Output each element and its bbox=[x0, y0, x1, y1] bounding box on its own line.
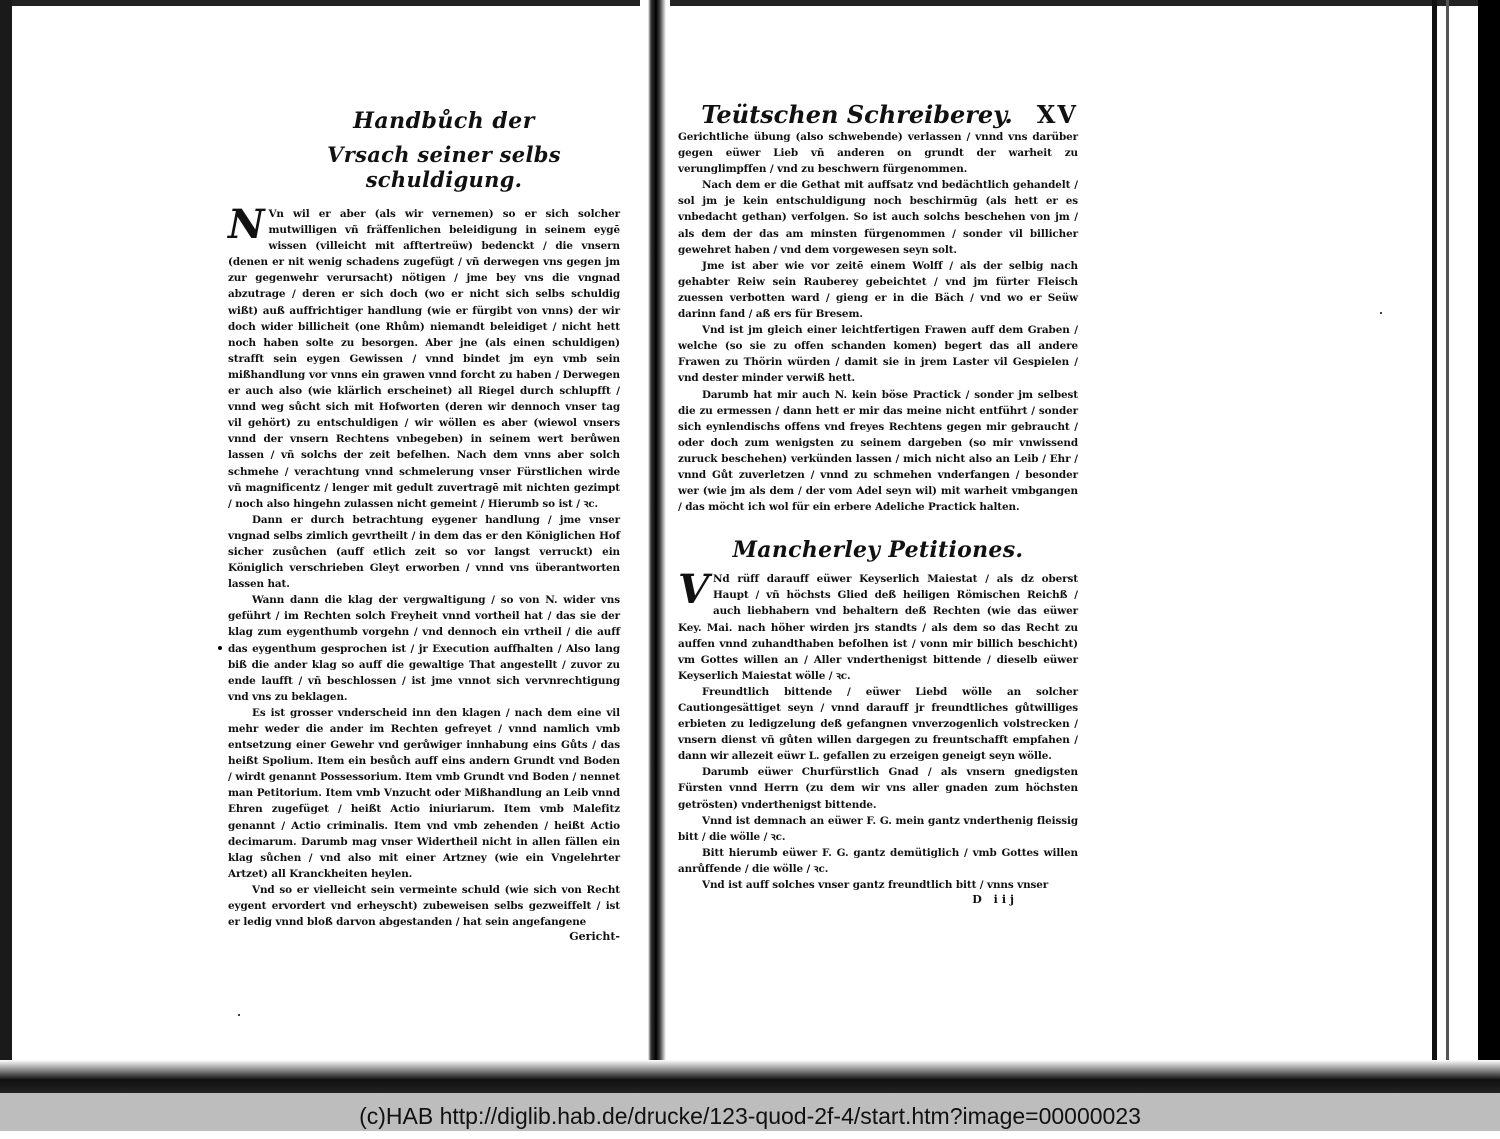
right-paragraph: Vnd ist auff solches vnser gantz freundtlich bitt / vnns vnser bbox=[702, 879, 1049, 892]
ink-speck bbox=[218, 646, 222, 650]
ink-speck bbox=[1380, 312, 1382, 314]
folio-number: XV bbox=[1036, 100, 1078, 129]
left-paragraph: Wann dann die klag der vergwaltigung / so von N. wider vns geführt / im Rechten solch Freyheit vnnd vortheil hat / das sie der klag zum eygenthumb vorgehn / vnd dennoch ein vrtheil / die auff das eygenthum gesprochen ist / jr Execution auffhalten / Also lang biß die ander klag so auff die gewaltige That angestellt / zuvor zu ende laufft / vñ beschlossen / ist jme vnnot sich vervnrechtigung vnd vns zu beklagen. bbox=[228, 594, 620, 703]
right-running-head-title: Teütschen Schreiberey. bbox=[701, 100, 1013, 129]
right-paragraph: Bitt hierumb eüwer F. G. gantz demütiglich / vmb Gottes willen anrůffende / die wölle / ꝛc. bbox=[678, 846, 1078, 875]
right-paragraph: Freundtlich bittende / eüwer Liebd wölle an solcher Cautiongesättiget seyn / vnnd darauff jr freundtliches gůtwilliges erbieten zu ledigzelung deß gefangnen vnverzogenlich volstrecken / vnsern dienst vñ gůten willen dargegen zu freuntschafft empfahen / dann wir allezeit eüwr L. gefallen zu erzeigen geneigt seyn wölle. bbox=[678, 685, 1078, 763]
source-url-text: (c)HAB http://diglib.hab.de/drucke/123-quod-2f-4/start.htm?image=00000023 bbox=[359, 1103, 1141, 1129]
left-paragraph: Dann er durch betrachtung eygener handlung / jme vnser vngnad selbs zimlich gevrtheilt / in dem das er den Königlichen Hof sicher zusůchen (auff etlich zeit so vor langst verruckt) ein Königlich verschrieben Gleyt erworben / vnnd vns überantworten lassen hat. bbox=[228, 513, 620, 591]
right-paragraph: Darumb eüwer Churfürstlich Gnad / als vnsern gnedigsten Fürsten vnnd Herrn (zu dem wir vns aller gnaden zum höchsten getrösten) vnderthenigst bittende. bbox=[678, 766, 1078, 811]
left-running-head: Handbůch der bbox=[353, 108, 535, 134]
right-paragraph: Vnd ist jm gleich einer leichtfertigen Frawen auff dem Graben / welche (so sie zu offen schanden komen) begert das all andere Frawen zu Thörin würden / damit sie in jrem Laster vil Gespielen / vnd dester minder verwiß hett. bbox=[678, 324, 1078, 385]
scan-left-edge bbox=[0, 0, 12, 1093]
left-paragraph: Es ist grosser vnderscheid inn den klagen / nach dem eine vil mehr weder die ander im Rechten gefreyet / vnnd namlich vmb entsetzung einer Gewehr vnd gerůwiger innhabung eins Gůts / das heißt Spolium. Item ein besůch auff eins andern Grundt vnd Boden / wirdt genannt Possessorium. Item vmb Grundt vnd Boden / nennet man Petitorium. Item vmb Vnzucht oder Mißhandlung an Leib vnnd Ehren zugefüget / heißt Actio iniuriarum. Item vmb Malefitz genannt / Actio criminalis. Item vnd vmb zehenden / heißt Actio decimarum. Darumb mag vnser Widertheil nicht in allen fällen ein klag sůchen / vnd also mit einer Artzney (wie ein Vngelehrter Artzet) all Kranckheiten heylen. bbox=[228, 706, 620, 880]
right-page bbox=[678, 100, 1078, 906]
signature-mark: D iij bbox=[972, 893, 1018, 907]
source-footer bbox=[0, 1093, 1500, 1131]
right-paragraph: Vnnd ist demnach an eüwer F. G. mein gantz vnderthenig fleissig bitt / die wölle / ꝛc. bbox=[678, 814, 1078, 843]
right-paragraph: Darumb hat mir auch N. kein böse Practick / sonder jm selbest die zu ermessen / dann hett er mir das meine nicht entführt / sonder sich eynlendischs offens vnd freyes Rechtens gegen mir gebraucht / oder doch zum wenigsten zu seinem dargeben (so mir vnwissend zuruck beschehen) verkünden lassen / mich nicht also an Leib / Ehr / vnnd Gůt zuverletzen / vnnd zu schmehen vnderfangen / besonder wer (wie jm als dem / der vom Adel seyn wil) mit warheit vmbgangen / das möcht ich wol für ein erbere Adeliche Practick halten. bbox=[678, 388, 1078, 514]
scan-top-edge bbox=[0, 0, 1500, 6]
scan-bottom-edge bbox=[0, 1060, 1500, 1093]
left-section-title: Vrsach seiner selbs schuldigung. bbox=[327, 142, 561, 192]
scan-border-band bbox=[1478, 0, 1500, 1093]
right-paragraph: VNd rüff darauff eüwer Keyserlich Maiestat / als dz oberst Haupt / vñ höchsts Glied deß heiligen Römischen Reichß / auch liebhabern vnd behaltern deß Rechten (wie das eüwer Key. Mai. nach höher wirden jrs standts / als dem so das Recht zu auffen vnnd zuhandthaben befolhen ist / vonn mir billich beschicht) vm Gottes willen an / Aller vnderthenigst bittende / dieselb eüwer Keyserlich Maiestat wölle / ꝛc. bbox=[678, 566, 1078, 682]
left-page bbox=[228, 108, 620, 943]
right-section-title: Mancherley Petitiones. bbox=[732, 537, 1024, 564]
left-paragraph: NVn wil er aber (als wir vernemen) so er sich solcher mutwilligen vñ fräffenlichen beleidigung in seinem eygē wissen (villeicht mit afftertreüw) bedenckt / die vnsern (denen er nit wenig schadens zugefügt / vñ derwegen vns gegen jm zur gegenwehr verursacht) nötigen / jme bey vns die vngnad abzutrage / deren er sich doch (wo er nicht sich selbs schuldig wißt) auß auffrichtiger handlung (wie er fürgibt von vnns) der wir doch wider billicheit (one Rhům) niemandt beleidiget / nicht hett noch haben solte zu besorgen. Aber jne (als einen schuldigen) strafft sein eygen Gewissen / vnnd bindet jm eyn vmb sein mißhandlung vor vnns ein grawen vnnd forcht zu haben / Derwegen er auch also (wie klärlich erscheinet) all Riegel durch schlupfft / vnnd weg sůcht sich mit Hofworten (deren wir dennoch vnser tag vil gehört) zu entschuldigen / wir wöllen es aber (wiewol vnsers vnnd der vnsern Rechtens vnbegeben) in seinem wert berůwen lassen / vñ solchs der zeit befelhen. Nach dem vnns aber solch schmehe / verachtung vnnd schmelerung vnser Fürstlichen wirde vñ magnificentz / lenger mit gedult zuvertragē mit nichten gezimpt / noch also hingehn zulassen nicht gemeint / Hierumb so ist / ꝛc. bbox=[228, 201, 620, 510]
left-paragraph: Vnd so er vielleicht sein vermeinte schuld (wie sich von Recht eygent ervordert vnd erheyscht) zubeweisen selbs gezweiffelt / ist er ledig vnnd bloß darvon abgestanden / hat sein angefangene bbox=[228, 883, 620, 929]
book-gutter bbox=[640, 0, 670, 1070]
right-running-head bbox=[678, 100, 1078, 129]
right-paragraph: Nach dem er die Gethat mit auffsatz vnd bedächtlich gehandelt / sol jm je kein entschuldigung noch beschirmūg (als hett er es vnbedacht gethan) verfolgen. So ist auch solchs beschehen von jm / als dem der das am minsten fürgenommen / sonder vil billicher gewehret haben / vnd dem vorgewesen seyn solt. bbox=[678, 179, 1078, 256]
page-edge-line bbox=[1446, 0, 1449, 1093]
ink-speck bbox=[238, 1014, 240, 1016]
right-paragraph: Jme ist aber wie vor zeitē einem Wolff / als der selbig nach gehabter Reiw sein Rauberey gebeichtet / vnd jm fürter Fleisch zuessen verbotten ward / gieng er in die Bäch / vnd wo er Seüw darinn fand / aß ers für Bresem. bbox=[678, 259, 1078, 321]
right-paragraph: Gerichtliche übung (also schwebende) verlassen / vnnd vns darüber gegen eüwer Lieb vñ anderen on grundt der warheit zu verunglimpffen / vnd zu beschwern fürgenommen. bbox=[678, 131, 1078, 176]
scan-right-edge bbox=[1418, 0, 1500, 1093]
left-catchword: Gericht- bbox=[569, 930, 620, 944]
page-edge-line bbox=[1432, 0, 1437, 1093]
